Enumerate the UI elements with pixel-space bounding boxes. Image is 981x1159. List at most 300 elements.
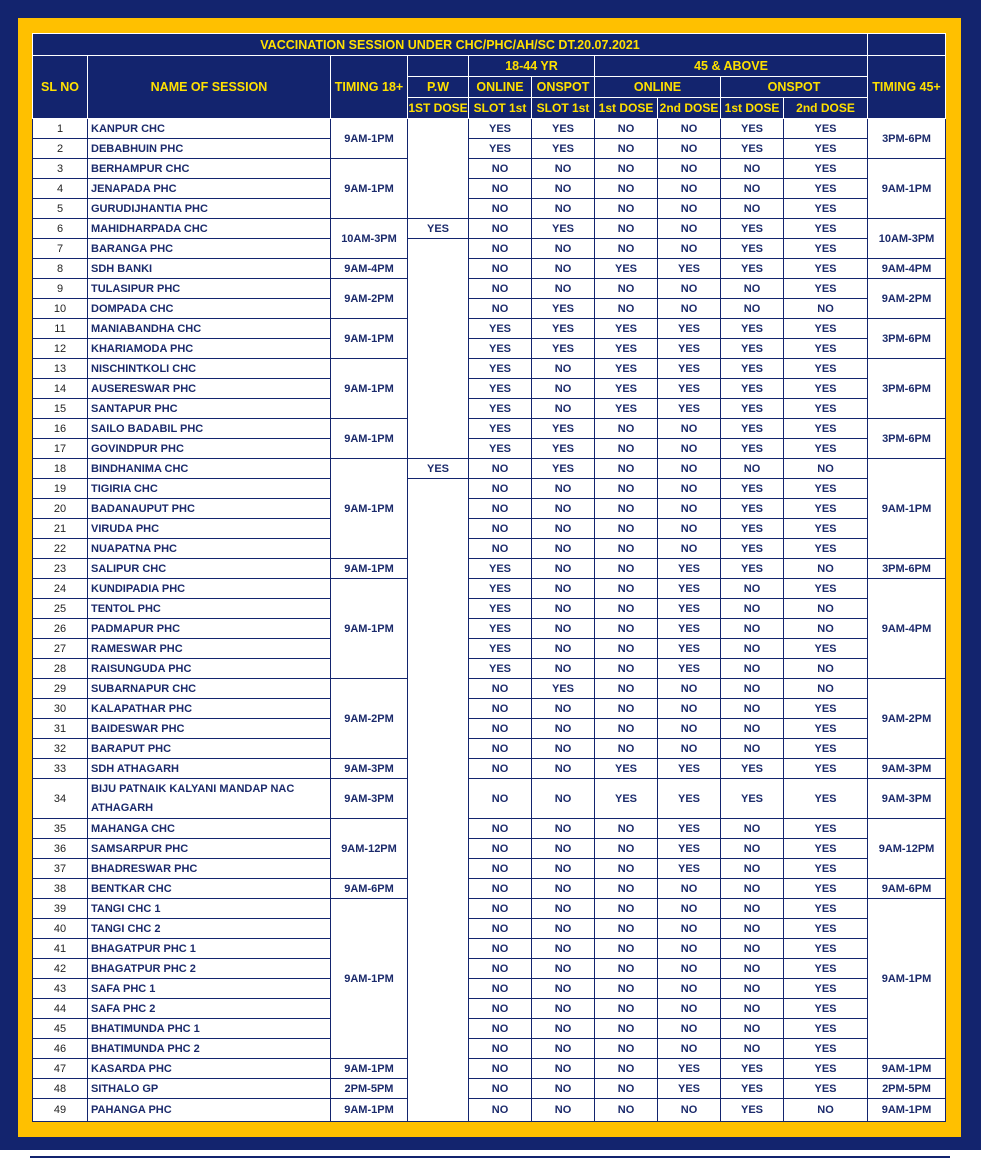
- onspot-18-slot-cell: NO: [532, 759, 595, 779]
- table-row: [33, 139, 946, 159]
- session-name-cell: BHAGATPUR PHC 1: [88, 939, 331, 959]
- online-45-dose1-cell: NO: [595, 579, 658, 599]
- table-row: [33, 279, 946, 299]
- table-row: [33, 519, 946, 539]
- onspot-45-dose2-cell: YES: [784, 239, 868, 259]
- pw-1st-dose-cell: [408, 879, 469, 899]
- session-name-cell: TENTOL PHC: [88, 599, 331, 619]
- table-row: [33, 219, 946, 239]
- pw-1st-dose-cell: [408, 1079, 469, 1099]
- pw-1st-dose-cell: [408, 419, 469, 439]
- onspot-45-dose2-cell: YES: [784, 1059, 868, 1079]
- online-18-slot-cell: NO: [469, 699, 532, 719]
- onspot-45-dose2-cell: YES: [784, 119, 868, 139]
- session-name-cell: RAMESWAR PHC: [88, 639, 331, 659]
- timing-45-cell: 9AM-1PM: [868, 1099, 946, 1122]
- table-row: [33, 819, 946, 839]
- online-45-dose2-cell: YES: [658, 579, 721, 599]
- onspot-45-dose2-cell: YES: [784, 139, 868, 159]
- pw-1st-dose-cell: [408, 979, 469, 999]
- table-row: [33, 999, 946, 1019]
- sl-no-cell: 3: [33, 159, 88, 179]
- online-45-dose2-cell: NO: [658, 939, 721, 959]
- online-18-slot-cell: NO: [469, 919, 532, 939]
- table-row: [33, 919, 946, 939]
- onspot-45-dose2-cell: YES: [784, 979, 868, 999]
- pw-1st-dose-cell: [408, 359, 469, 379]
- sl-no-cell: 47: [33, 1059, 88, 1079]
- sl-no-cell: 16: [33, 419, 88, 439]
- onspot-18-slot-cell: NO: [532, 1019, 595, 1039]
- timing-45-cell: 9AM-2PM: [868, 279, 946, 319]
- sl-no-cell: 24: [33, 579, 88, 599]
- timing-18-cell: 9AM-1PM: [331, 899, 408, 1059]
- table-row: [33, 1019, 946, 1039]
- sl-no-cell: 28: [33, 659, 88, 679]
- header-group-45-above: 45 & ABOVE: [595, 56, 868, 77]
- sl-no-cell: 39: [33, 899, 88, 919]
- onspot-45-dose2-cell: YES: [784, 379, 868, 399]
- online-18-slot-cell: YES: [469, 119, 532, 139]
- table-row: [33, 679, 946, 699]
- online-45-dose2-cell: YES: [658, 1059, 721, 1079]
- online-45-dose1-cell: NO: [595, 719, 658, 739]
- sl-no-cell: 22: [33, 539, 88, 559]
- onspot-45-dose1-cell: NO: [721, 939, 784, 959]
- sl-no-cell: 19: [33, 479, 88, 499]
- onspot-18-slot-cell: NO: [532, 179, 595, 199]
- onspot-45-dose1-cell: NO: [721, 1019, 784, 1039]
- table-row: [33, 579, 946, 599]
- pw-1st-dose-cell: [408, 959, 469, 979]
- online-18-slot-cell: YES: [469, 379, 532, 399]
- session-name-cell: BIJU PATNAIK KALYANI MANDAP NAC ATHAGARH: [88, 779, 331, 819]
- onspot-18-slot-cell: NO: [532, 359, 595, 379]
- onspot-45-dose2-cell: YES: [784, 399, 868, 419]
- title-blank-cell: [868, 34, 946, 56]
- onspot-45-dose2-cell: YES: [784, 939, 868, 959]
- onspot-18-slot-cell: NO: [532, 999, 595, 1019]
- onspot-45-dose2-cell: NO: [784, 1099, 868, 1122]
- pw-1st-dose-cell: [408, 259, 469, 279]
- online-45-dose1-cell: NO: [595, 299, 658, 319]
- online-45-dose1-cell: NO: [595, 879, 658, 899]
- session-name-cell: SAFA PHC 1: [88, 979, 331, 999]
- online-45-dose2-cell: YES: [658, 259, 721, 279]
- online-18-slot-cell: NO: [469, 179, 532, 199]
- onspot-18-slot-cell: NO: [532, 399, 595, 419]
- online-45-dose2-cell: YES: [658, 399, 721, 419]
- online-18-slot-cell: NO: [469, 1039, 532, 1059]
- onspot-45-dose2-cell: YES: [784, 959, 868, 979]
- online-45-dose1-cell: NO: [595, 119, 658, 139]
- online-18-slot-cell: YES: [469, 359, 532, 379]
- pw-1st-dose-cell: [408, 679, 469, 699]
- session-name-cell: BADANAUPUT PHC: [88, 499, 331, 519]
- table-row: [33, 259, 946, 279]
- session-name-cell: KUNDIPADIA PHC: [88, 579, 331, 599]
- session-name-cell: SITHALO GP: [88, 1079, 331, 1099]
- table-row: [33, 1079, 946, 1099]
- onspot-45-dose1-cell: NO: [721, 679, 784, 699]
- sl-no-cell: 13: [33, 359, 88, 379]
- onspot-45-dose1-cell: NO: [721, 619, 784, 639]
- sl-no-cell: 2: [33, 139, 88, 159]
- header-onspot-2nd-dose: 2nd DOSE: [784, 98, 868, 119]
- pw-1st-dose-cell: [408, 379, 469, 399]
- session-name-cell: SAILO BADABIL PHC: [88, 419, 331, 439]
- sl-no-cell: 37: [33, 859, 88, 879]
- online-18-slot-cell: NO: [469, 479, 532, 499]
- onspot-45-dose2-cell: YES: [784, 759, 868, 779]
- session-name-cell: BHATIMUNDA PHC 1: [88, 1019, 331, 1039]
- onspot-45-dose2-cell: YES: [784, 199, 868, 219]
- timing-45-cell: 9AM-6PM: [868, 879, 946, 899]
- timing-18-cell: 9AM-4PM: [331, 259, 408, 279]
- header-sl-no: SL NO: [33, 56, 88, 119]
- session-name-cell: BHAGATPUR PHC 2: [88, 959, 331, 979]
- online-45-dose1-cell: NO: [595, 539, 658, 559]
- table-row: [33, 879, 946, 899]
- onspot-45-dose2-cell: YES: [784, 779, 868, 819]
- online-18-slot-cell: NO: [469, 279, 532, 299]
- online-18-slot-cell: NO: [469, 679, 532, 699]
- online-45-dose2-cell: NO: [658, 479, 721, 499]
- online-45-dose1-cell: NO: [595, 939, 658, 959]
- sl-no-cell: 48: [33, 1079, 88, 1099]
- onspot-18-slot-cell: NO: [532, 499, 595, 519]
- onspot-18-slot-cell: NO: [532, 539, 595, 559]
- online-45-dose2-cell: YES: [658, 819, 721, 839]
- online-18-slot-cell: NO: [469, 539, 532, 559]
- online-45-dose2-cell: YES: [658, 559, 721, 579]
- onspot-45-dose2-cell: YES: [784, 639, 868, 659]
- session-name-cell: SDH BANKI: [88, 259, 331, 279]
- online-45-dose2-cell: NO: [658, 119, 721, 139]
- table-row: [33, 379, 946, 399]
- session-name-cell: TANGI CHC 2: [88, 919, 331, 939]
- onspot-18-slot-cell: YES: [532, 219, 595, 239]
- timing-18-cell: 9AM-3PM: [331, 779, 408, 819]
- onspot-18-slot-cell: NO: [532, 199, 595, 219]
- table-row: [33, 439, 946, 459]
- session-name-cell: BARANGA PHC: [88, 239, 331, 259]
- onspot-45-dose1-cell: NO: [721, 459, 784, 479]
- table-row: [33, 939, 946, 959]
- onspot-18-slot-cell: YES: [532, 459, 595, 479]
- onspot-45-dose1-cell: NO: [721, 659, 784, 679]
- onspot-45-dose1-cell: NO: [721, 879, 784, 899]
- table-row: [33, 339, 946, 359]
- pw-1st-dose-cell: YES: [408, 459, 469, 479]
- onspot-45-dose1-cell: YES: [721, 759, 784, 779]
- online-18-slot-cell: NO: [469, 959, 532, 979]
- sl-no-cell: 4: [33, 179, 88, 199]
- timing-18-cell: 9AM-3PM: [331, 759, 408, 779]
- onspot-45-dose2-cell: YES: [784, 1079, 868, 1099]
- timing-18-cell: 9AM-1PM: [331, 1099, 408, 1122]
- pw-1st-dose-cell: [408, 599, 469, 619]
- table-row: [33, 1059, 946, 1079]
- onspot-45-dose2-cell: YES: [784, 1039, 868, 1059]
- sl-no-cell: 46: [33, 1039, 88, 1059]
- timing-45-cell: 9AM-1PM: [868, 159, 946, 219]
- online-45-dose1-cell: NO: [595, 979, 658, 999]
- table-row: [33, 159, 946, 179]
- pw-1st-dose-cell: [408, 859, 469, 879]
- table-row: [33, 779, 946, 819]
- session-name-cell: SAMSARPUR PHC: [88, 839, 331, 859]
- onspot-45-dose1-cell: YES: [721, 539, 784, 559]
- onspot-45-dose1-cell: YES: [721, 259, 784, 279]
- onspot-45-dose1-cell: NO: [721, 699, 784, 719]
- onspot-45-dose2-cell: YES: [784, 739, 868, 759]
- onspot-45-dose1-cell: NO: [721, 199, 784, 219]
- header-onspot-slot-1st: SLOT 1st: [532, 98, 595, 119]
- sl-no-cell: 30: [33, 699, 88, 719]
- table-row: [33, 959, 946, 979]
- sl-no-cell: 26: [33, 619, 88, 639]
- timing-45-cell: 9AM-1PM: [868, 899, 946, 1059]
- onspot-18-slot-cell: YES: [532, 419, 595, 439]
- sl-no-cell: 29: [33, 679, 88, 699]
- online-18-slot-cell: YES: [469, 419, 532, 439]
- online-18-slot-cell: YES: [469, 659, 532, 679]
- onspot-45-dose1-cell: YES: [721, 419, 784, 439]
- session-name-cell: VIRUDA PHC: [88, 519, 331, 539]
- online-45-dose1-cell: NO: [595, 279, 658, 299]
- sl-no-cell: 34: [33, 779, 88, 819]
- pw-1st-dose-cell: [408, 239, 469, 259]
- onspot-45-dose2-cell: YES: [784, 499, 868, 519]
- session-name-cell: BENTKAR CHC: [88, 879, 331, 899]
- onspot-18-slot-cell: NO: [532, 599, 595, 619]
- online-45-dose1-cell: NO: [595, 1099, 658, 1122]
- timing-18-cell: 9AM-1PM: [331, 359, 408, 419]
- onspot-45-dose2-cell: YES: [784, 579, 868, 599]
- pw-1st-dose-cell: [408, 439, 469, 459]
- table-row: [33, 639, 946, 659]
- session-name-cell: BINDHANIMA CHC: [88, 459, 331, 479]
- online-45-dose1-cell: NO: [595, 679, 658, 699]
- table-row: [33, 979, 946, 999]
- session-name-cell: JENAPADA PHC: [88, 179, 331, 199]
- timing-45-cell: 9AM-3PM: [868, 759, 946, 779]
- online-45-dose1-cell: NO: [595, 739, 658, 759]
- online-45-dose2-cell: YES: [658, 779, 721, 819]
- table-row: [33, 539, 946, 559]
- onspot-45-dose2-cell: YES: [784, 279, 868, 299]
- online-45-dose1-cell: NO: [595, 919, 658, 939]
- timing-18-cell: 9AM-1PM: [331, 159, 408, 219]
- onspot-45-dose2-cell: YES: [784, 479, 868, 499]
- header-pw: P.W: [408, 77, 469, 98]
- onspot-45-dose1-cell: NO: [721, 179, 784, 199]
- onspot-18-slot-cell: NO: [532, 259, 595, 279]
- online-18-slot-cell: NO: [469, 239, 532, 259]
- pw-1st-dose-cell: [408, 399, 469, 419]
- online-18-slot-cell: YES: [469, 599, 532, 619]
- onspot-45-dose1-cell: YES: [721, 139, 784, 159]
- onspot-45-dose2-cell: YES: [784, 219, 868, 239]
- online-45-dose1-cell: NO: [595, 1079, 658, 1099]
- online-18-slot-cell: NO: [469, 899, 532, 919]
- onspot-18-slot-cell: NO: [532, 979, 595, 999]
- online-45-dose2-cell: NO: [658, 499, 721, 519]
- table-row: [33, 119, 946, 139]
- onspot-45-dose1-cell: NO: [721, 1039, 784, 1059]
- onspot-45-dose2-cell: YES: [784, 919, 868, 939]
- onspot-18-slot-cell: YES: [532, 439, 595, 459]
- pw-1st-dose-cell: [408, 159, 469, 179]
- online-18-slot-cell: NO: [469, 759, 532, 779]
- online-18-slot-cell: YES: [469, 339, 532, 359]
- timing-45-cell: 10AM-3PM: [868, 219, 946, 259]
- online-45-dose1-cell: NO: [595, 459, 658, 479]
- session-name-cell: KALAPATHAR PHC: [88, 699, 331, 719]
- online-45-dose2-cell: YES: [658, 379, 721, 399]
- onspot-45-dose1-cell: YES: [721, 499, 784, 519]
- table-row: [33, 359, 946, 379]
- timing-18-cell: 9AM-1PM: [331, 319, 408, 359]
- online-45-dose2-cell: YES: [658, 339, 721, 359]
- onspot-45-dose2-cell: NO: [784, 299, 868, 319]
- online-45-dose1-cell: NO: [595, 959, 658, 979]
- online-45-dose1-cell: NO: [595, 639, 658, 659]
- onspot-18-slot-cell: YES: [532, 679, 595, 699]
- timing-18-cell: 9AM-1PM: [331, 119, 408, 159]
- online-45-dose2-cell: YES: [658, 859, 721, 879]
- online-18-slot-cell: NO: [469, 1099, 532, 1122]
- pw-1st-dose-cell: [408, 839, 469, 859]
- sl-no-cell: 44: [33, 999, 88, 1019]
- vaccination-session-table: [32, 33, 946, 1122]
- sl-no-cell: 6: [33, 219, 88, 239]
- sl-no-cell: 20: [33, 499, 88, 519]
- timing-45-cell: 9AM-12PM: [868, 819, 946, 879]
- onspot-45-dose2-cell: YES: [784, 439, 868, 459]
- table-row: [33, 899, 946, 919]
- online-45-dose1-cell: NO: [595, 899, 658, 919]
- online-45-dose2-cell: NO: [658, 739, 721, 759]
- onspot-18-slot-cell: NO: [532, 739, 595, 759]
- onspot-18-slot-cell: YES: [532, 139, 595, 159]
- table-row: [33, 499, 946, 519]
- session-name-cell: MANIABANDHA CHC: [88, 319, 331, 339]
- table-row: [33, 1099, 946, 1122]
- pw-1st-dose-cell: [408, 619, 469, 639]
- table-row: [33, 459, 946, 479]
- sl-no-cell: 5: [33, 199, 88, 219]
- pw-1st-dose-cell: YES: [408, 219, 469, 239]
- online-45-dose1-cell: NO: [595, 499, 658, 519]
- pw-1st-dose-cell: [408, 179, 469, 199]
- pw-1st-dose-cell: [408, 1059, 469, 1079]
- online-45-dose2-cell: NO: [658, 159, 721, 179]
- online-18-slot-cell: YES: [469, 399, 532, 419]
- online-45-dose2-cell: YES: [658, 359, 721, 379]
- table-row: [33, 179, 946, 199]
- online-45-dose2-cell: NO: [658, 179, 721, 199]
- onspot-45-dose2-cell: YES: [784, 419, 868, 439]
- online-45-dose1-cell: NO: [595, 1059, 658, 1079]
- onspot-18-slot-cell: NO: [532, 1059, 595, 1079]
- online-45-dose1-cell: NO: [595, 519, 658, 539]
- onspot-45-dose2-cell: YES: [784, 819, 868, 839]
- session-name-cell: MAHIDHARPADA CHC: [88, 219, 331, 239]
- timing-18-cell: 9AM-1PM: [331, 579, 408, 679]
- session-name-cell: KASARDA PHC: [88, 1059, 331, 1079]
- header-timing-18: TIMING 18+: [331, 56, 408, 119]
- header-name-of-session: NAME OF SESSION: [88, 56, 331, 119]
- online-45-dose2-cell: YES: [658, 1079, 721, 1099]
- onspot-45-dose2-cell: NO: [784, 679, 868, 699]
- onspot-18-slot-cell: NO: [532, 659, 595, 679]
- onspot-45-dose1-cell: YES: [721, 1079, 784, 1099]
- online-45-dose2-cell: NO: [658, 219, 721, 239]
- session-name-cell: BHATIMUNDA PHC 2: [88, 1039, 331, 1059]
- onspot-45-dose1-cell: NO: [721, 719, 784, 739]
- sl-no-cell: 32: [33, 739, 88, 759]
- session-name-cell: GOVINDPUR PHC: [88, 439, 331, 459]
- online-45-dose2-cell: NO: [658, 719, 721, 739]
- onspot-18-slot-cell: NO: [532, 379, 595, 399]
- sl-no-cell: 23: [33, 559, 88, 579]
- online-45-dose2-cell: NO: [658, 979, 721, 999]
- sl-no-cell: 38: [33, 879, 88, 899]
- onspot-45-dose1-cell: YES: [721, 1099, 784, 1122]
- online-45-dose2-cell: NO: [658, 419, 721, 439]
- onspot-18-slot-cell: NO: [532, 959, 595, 979]
- online-18-slot-cell: YES: [469, 619, 532, 639]
- timing-18-cell: 2PM-5PM: [331, 1079, 408, 1099]
- onspot-45-dose1-cell: YES: [721, 219, 784, 239]
- sl-no-cell: 17: [33, 439, 88, 459]
- header-online-45: ONLINE: [595, 77, 721, 98]
- online-45-dose2-cell: NO: [658, 239, 721, 259]
- session-name-cell: SAFA PHC 2: [88, 999, 331, 1019]
- onspot-45-dose1-cell: NO: [721, 599, 784, 619]
- table-row: [33, 699, 946, 719]
- online-45-dose1-cell: NO: [595, 559, 658, 579]
- onspot-45-dose2-cell: YES: [784, 899, 868, 919]
- online-18-slot-cell: NO: [469, 939, 532, 959]
- online-45-dose2-cell: NO: [658, 299, 721, 319]
- pw-1st-dose-cell: [408, 779, 469, 819]
- online-45-dose2-cell: NO: [658, 279, 721, 299]
- timing-45-cell: 3PM-6PM: [868, 559, 946, 579]
- onspot-45-dose1-cell: NO: [721, 279, 784, 299]
- timing-45-cell: 9AM-2PM: [868, 679, 946, 759]
- pw-1st-dose-cell: [408, 279, 469, 299]
- onspot-18-slot-cell: NO: [532, 779, 595, 819]
- onspot-18-slot-cell: NO: [532, 879, 595, 899]
- onspot-18-slot-cell: NO: [532, 899, 595, 919]
- table-title: VACCINATION SESSION UNDER CHC/PHC/AH/SC DT.20.07.2021: [33, 34, 868, 56]
- online-45-dose1-cell: NO: [595, 139, 658, 159]
- session-name-cell: BARAPUT PHC: [88, 739, 331, 759]
- header-timing-45: TIMING 45+: [868, 56, 946, 119]
- sl-no-cell: 15: [33, 399, 88, 419]
- online-45-dose1-cell: NO: [595, 599, 658, 619]
- session-name-cell: DOMPADA CHC: [88, 299, 331, 319]
- sl-no-cell: 7: [33, 239, 88, 259]
- online-18-slot-cell: YES: [469, 319, 532, 339]
- sl-no-cell: 33: [33, 759, 88, 779]
- session-name-cell: SANTAPUR PHC: [88, 399, 331, 419]
- table-body: [33, 119, 946, 1122]
- onspot-45-dose2-cell: YES: [784, 319, 868, 339]
